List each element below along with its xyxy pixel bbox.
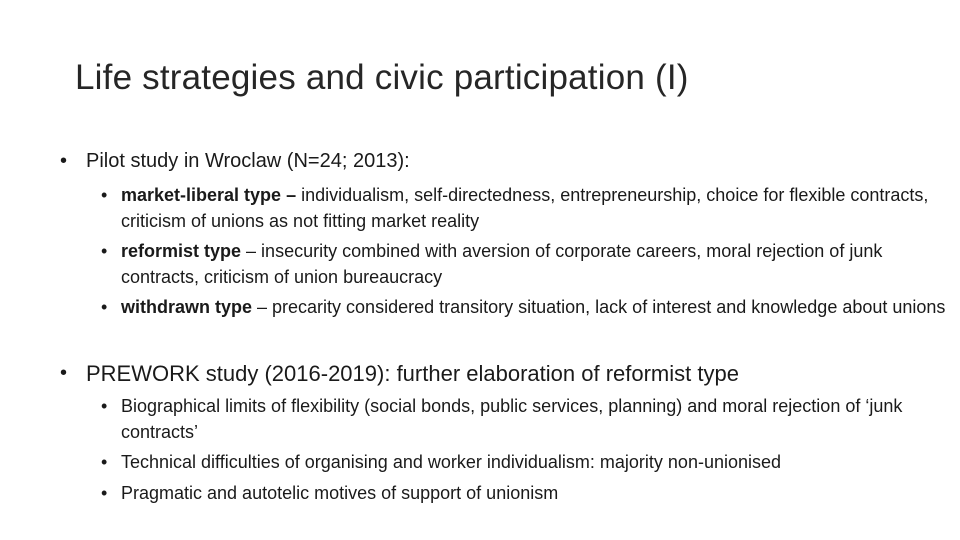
sub-bullet-marker: • bbox=[101, 241, 108, 261]
sub-bullet-marker: • bbox=[101, 483, 108, 503]
sub-bullet-term: market-liberal type – bbox=[121, 185, 302, 205]
bullet-prework-study: PREWORK study (2016-2019): further elaboration of reformist type bbox=[86, 361, 739, 386]
bullet-marker: • bbox=[60, 150, 68, 172]
sub-bullet-marker: • bbox=[101, 452, 108, 472]
sub-bullet-motives: Pragmatic and autotelic motives of support of unionism bbox=[121, 483, 559, 503]
sub-bullet-text: individualism, self-directedness, entrepreneurship, choice for flexible contracts, criticism of unions as not fitting market reality bbox=[121, 185, 929, 231]
sub-bullet-marker: • bbox=[101, 396, 108, 416]
sub-bullet-market-liberal bbox=[121, 182, 951, 234]
sub-bullet-withdrawn bbox=[121, 294, 951, 320]
sub-bullet-term: withdrawn type bbox=[121, 297, 253, 317]
sub-bullet-marker: • bbox=[101, 185, 108, 205]
sub-bullet-term: reformist type bbox=[121, 241, 242, 261]
bullet-pilot-study: Pilot study in Wroclaw (N=24; 2013): bbox=[86, 150, 410, 172]
slide-title: Life strategies and civic participation (I) bbox=[75, 58, 689, 97]
sub-bullet-biographical-limits: Biographical limits of flexibility (social bonds, public services, planning) and moral rejection of ‘junk contracts’ bbox=[121, 396, 903, 442]
sub-bullet-text: – insecurity combined with aversion of corporate careers, moral rejection of junk contracts, criticism of union bureaucracy bbox=[121, 241, 883, 287]
sub-bullet-text: – precarity considered transitory situation, lack of interest and knowledge about unions bbox=[252, 297, 946, 317]
bullet-marker: • bbox=[60, 362, 68, 384]
sub-bullet-marker: • bbox=[101, 297, 108, 317]
sub-bullet-technical-difficulties: Technical difficulties of organising and worker individualism: majority non-unionised bbox=[121, 452, 782, 472]
sub-bullet-reformist bbox=[121, 238, 951, 290]
